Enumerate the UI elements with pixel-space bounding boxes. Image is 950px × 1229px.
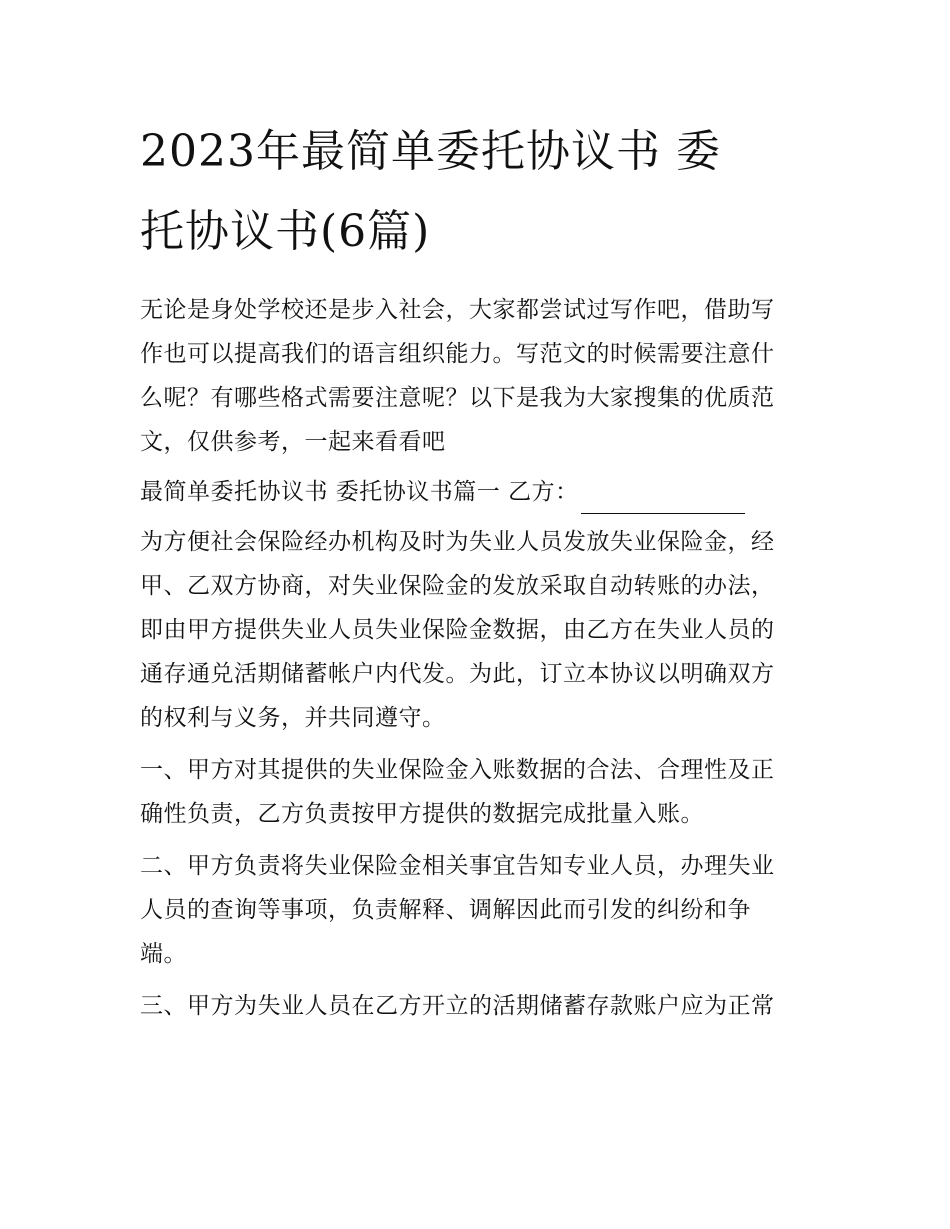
clause-3	[140, 984, 820, 1028]
clause-line: 二、甲方负责将失业保险金相关事宜告知专业人员，办理失业	[140, 853, 775, 879]
title-line-2: 托协议书(6篇)	[140, 206, 431, 257]
paragraph-line: 即由甲方提供失业人员失业保险金数据，由乙方在失业人员的	[140, 617, 775, 643]
paragraph-1	[140, 520, 820, 740]
clause-line: 确性负责，乙方负责按甲方提供的数据完成批量入账。	[140, 801, 704, 827]
title-line-1: 2023年最简单委托协议书 委	[140, 126, 721, 177]
document-content	[140, 112, 820, 1028]
paragraph-line: 为方便社会保险经办机构及时为失业人员发放失业保险金，经	[140, 529, 775, 555]
intro-line: 作也可以提高我们的语言组织能力。写范文的时候需要注意什	[140, 341, 775, 367]
clause-line: 端。	[140, 941, 187, 967]
clause-1	[140, 748, 820, 836]
fill-in-blank-line	[581, 487, 745, 514]
section-heading	[140, 470, 820, 514]
section-heading-text: 最简单委托协议书 委托协议书篇一 乙方：	[140, 479, 579, 505]
paragraph-line: 甲、乙双方协商，对失业保险金的发放采取自动转账的办法，	[140, 573, 775, 599]
clause-line: 一、甲方对其提供的失业保险金入账数据的合法、合理性及正	[140, 757, 775, 783]
paragraph-line: 的权利与义务，并共同遵守。	[140, 705, 446, 731]
intro-line: 文，仅供参考，一起来看看吧	[140, 429, 446, 455]
clause-2	[140, 844, 820, 976]
document-title	[140, 112, 820, 272]
paragraph-line: 通存通兑活期储蓄帐户内代发。为此，订立本协议以明确双方	[140, 661, 775, 687]
intro-line: 么呢？有哪些格式需要注意呢？以下是我为大家搜集的优质范	[140, 385, 775, 411]
intro-paragraph	[140, 288, 820, 464]
intro-line: 无论是身处学校还是步入社会，大家都尝试过写作吧，借助写	[140, 297, 775, 323]
clause-line: 三、甲方为失业人员在乙方开立的活期储蓄存款账户应为正常	[140, 993, 775, 1019]
clause-line: 人员的查询等事项，负责解释、调解因此而引发的纠纷和争	[140, 897, 751, 923]
